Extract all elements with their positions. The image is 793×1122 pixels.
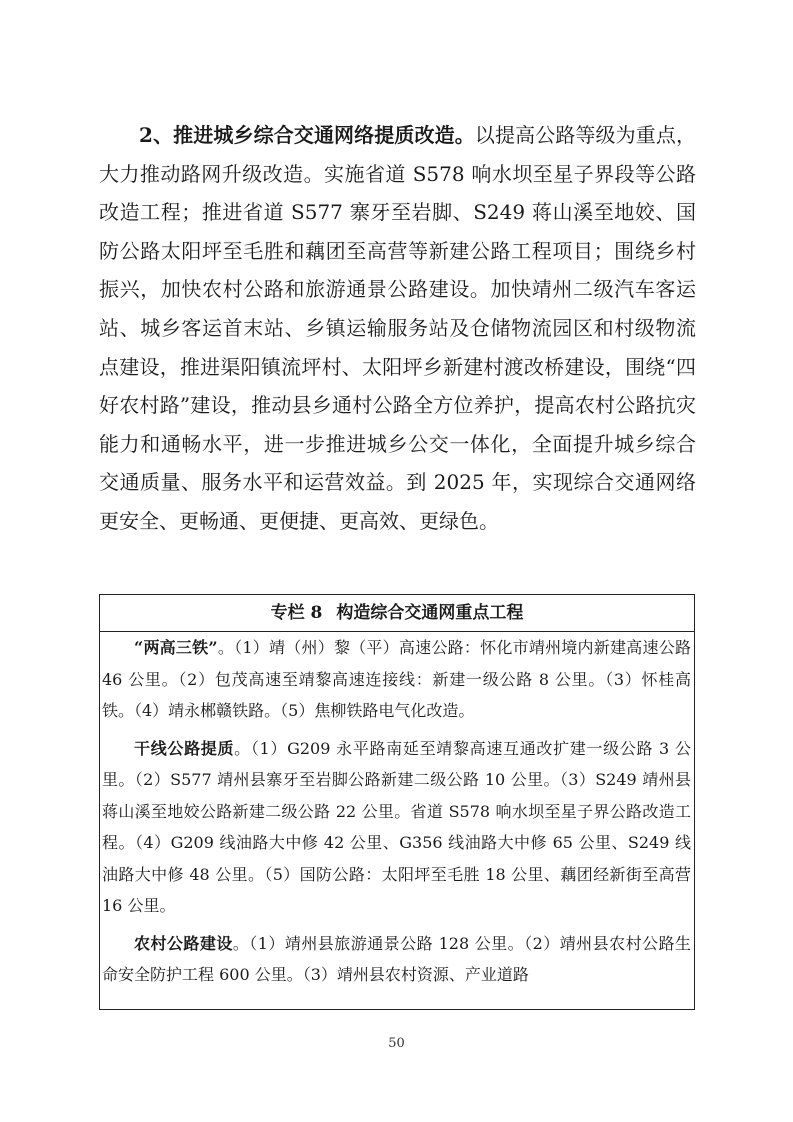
section-body [99,116,696,541]
feature-item-text: 。（1）靖（州）黎（平）高速公路：怀化市靖州境内新建高速公路 46 公里。（2）包茂高速至靖黎高速连接线：新建一级公路 8 公里。（3）怀桂高铁。（4）靖永郴赣铁路。（5）焦柳铁路电气化改造。 [102,638,691,720]
feature-box-label: 专栏 8 [270,603,323,623]
section-heading: 2、推进城乡综合交通网络提质改造。 [139,123,475,147]
feature-item-lead: 农村公路建设 [134,933,233,953]
feature-box-title [100,595,694,632]
feature-item [102,928,691,991]
feature-box [99,594,695,1010]
feature-item [102,733,691,922]
section-text: 以提高公路等级为重点，大力推动路网升级改造。实施省道 S578 响水坝至星子界段等公路改造工程；推进省道 S577 寨牙至岩脚、S249 蒋山溪至地姣、国防公路太阳坪至毛胜和藕团至高营等新建公路工程项目；围绕乡村振兴，加快农村公路和旅游通景公路建设。加快靖州二级汽车客运站、城乡客运首末站、乡镇运输服务站及仓储物流园区和村级物流点建设，推进渠阳镇流坪村、太阳坪乡新建村渡改桥建设，围绕“四好农村路”建设，推动县乡通村公路全方位养护，提高农村公路抗灾能力和通畅水平，进一步推进城乡公交一体化，全面提升城乡综合交通质量、服务水平和运营效益。到 2025 年，实现综合交通网络更安全、更畅通、更便捷、更高效、更绿色。 [99,123,696,533]
feature-item-lead: “两高三铁” [134,638,218,657]
feature-item-text: 。（1）靖州县旅游通景公路 128 公里。（2）靖州县农村公路生命安全防护工程 600 公里。（3）靖州县农村资源、产业道路 [102,933,691,984]
section-paragraph [99,116,696,541]
feature-item-lead: 干线公路提质 [134,738,235,758]
feature-box-heading: 构造综合交通网重点工程 [336,603,524,623]
feature-item-text: 。（1）G209 永平路南延至靖黎高速互通改扩建一级公路 3 公里。（2）S577 靖州县寨牙至岩脚公路新建二级公路 10 公里。（3）S249 靖州县蒋山溪至地姣公路新建二级公路 22 公里。省道 S578 响水坝至星子界公路改造工程。（4）G209 线油路大中修 42 公里、G356 线油路大中修 65 公里、S249 线油路大中修 48 公里。（5）国防公路：太阳坪至毛胜 18 公里、藕团经新街至高营 16 公里。 [102,738,691,915]
feature-box-body [100,632,694,991]
feature-item [102,632,691,727]
page-number: 50 [388,1036,405,1051]
